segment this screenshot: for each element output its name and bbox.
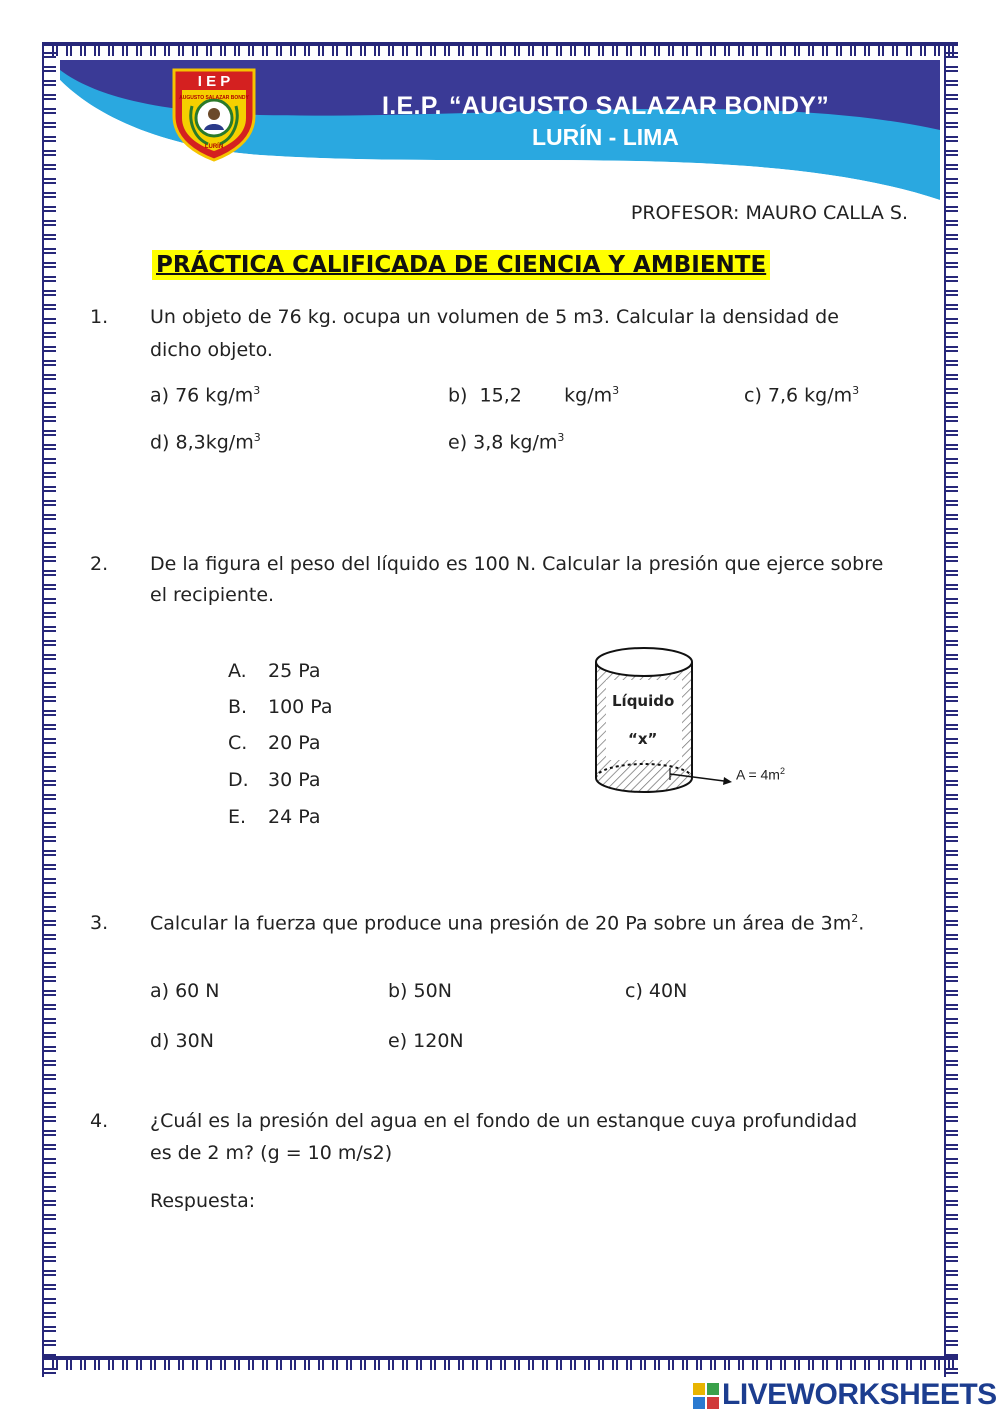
frame-left-border	[42, 42, 56, 1377]
question-4-text-line1: ¿Cuál es la presión del agua en el fondo de un estanque cuya profundidad	[150, 1110, 858, 1132]
logo-bottom-text: LURÍN	[204, 144, 224, 150]
question-2-text-line1: De la figura el peso del líquido es 100 N. Calcular la presión que ejerce sobre	[150, 553, 884, 575]
logo-letters: I E P	[197, 73, 231, 90]
school-name: I.E.P. “AUGUSTO SALAZAR BONDY”	[382, 92, 830, 120]
question-2-option-d[interactable]: D. 30 Pa	[228, 769, 321, 791]
liveworksheets-watermark: LIVEWORKSHEETS	[722, 1378, 997, 1411]
question-3-option-c[interactable]: c) 40N	[625, 980, 688, 1002]
logo-ribbon-text: AUGUSTO SALAZAR BONDY	[179, 95, 249, 101]
question-1-option-c[interactable]: c) 7,6 $kg/m^3$	[744, 384, 860, 407]
question-3-option-a[interactable]: a) 60 N	[150, 980, 220, 1002]
question-1-option-e[interactable]: e) 3,8 $kg/m^3$	[448, 431, 565, 454]
question-4-answer-label: Respuesta:	[150, 1190, 256, 1212]
frame-right-border	[944, 42, 958, 1377]
question-1-option-d[interactable]: d) $8,3kg/m^3$	[150, 431, 261, 454]
school-logo-shield	[170, 66, 258, 162]
question-4-text-line2: es de 2 m? (g = 10 m/s2)	[150, 1142, 393, 1164]
question-1-option-b[interactable]: b) 15,2 $kg/m^3$	[448, 384, 620, 407]
figure-area-label: $A = 4m^2$	[736, 766, 785, 783]
question-3-option-d[interactable]: d) 30N	[150, 1030, 214, 1052]
frame-bottom-border	[42, 1356, 958, 1370]
question-2-option-b[interactable]: B. 100 Pa	[228, 696, 333, 718]
question-1-text-line1: Un objeto de 76 kg. ocupa un volumen de 5 m3. Calcular la densidad de	[150, 306, 839, 328]
teacher-name: PROFESOR: MAURO CALLA S.	[630, 202, 908, 224]
question-3-number: 3.	[90, 912, 109, 934]
question-4-number: 4.	[90, 1110, 109, 1132]
cylinder-figure	[586, 640, 826, 810]
school-city: LURÍN - LIMA	[532, 124, 679, 150]
worksheet-title: PRÁCTICA CALIFICADA DE CIENCIA Y AMBIENTE	[152, 250, 770, 280]
question-2-number: 2.	[90, 553, 109, 575]
frame-top-border	[42, 42, 958, 56]
question-1-option-a[interactable]: a) 76 $kg/m^3$	[150, 384, 261, 407]
question-2-option-e[interactable]: E. 24 Pa	[228, 806, 321, 828]
question-2-text-line2: el recipiente.	[150, 584, 275, 606]
question-3-option-b[interactable]: b) 50N	[388, 980, 452, 1002]
question-3-option-e[interactable]: e) 120N	[388, 1030, 464, 1052]
question-4-answer-field[interactable]	[264, 1188, 864, 1216]
question-3-text: Calcular la fuerza que produce una presión de 20 Pa sobre un área de $3m^2$.	[150, 912, 865, 935]
liveworksheets-logo-icon	[692, 1382, 720, 1410]
question-2-option-a[interactable]: A. 25 Pa	[228, 660, 321, 682]
figure-label-liquid: Líquido	[612, 692, 675, 710]
figure-label-x: “x”	[628, 730, 658, 748]
question-1-text-line2: dicho objeto.	[150, 339, 273, 361]
question-1-number: 1.	[90, 306, 109, 328]
question-2-option-c[interactable]: C. 20 Pa	[228, 732, 321, 754]
